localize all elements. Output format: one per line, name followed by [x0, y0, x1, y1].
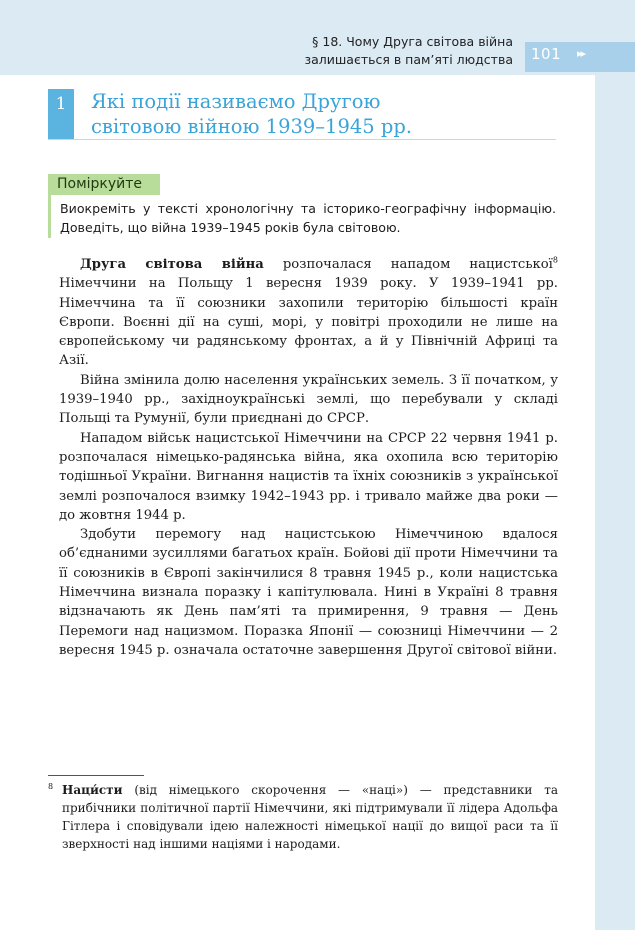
think-box — [48, 174, 556, 238]
think-box-label: Поміркуйте — [48, 174, 160, 195]
footnote-ref: 8 — [552, 255, 558, 265]
main-text — [59, 255, 558, 660]
footnote-term: Наци́сти — [62, 783, 123, 797]
title-underline — [48, 139, 556, 140]
section-title-line-1: Які події називаємо Другою — [91, 90, 381, 113]
paragraph-1-part-b: Німеччини на Польщу 1 вересня 1939 року. У 1939–1941 рр. Німеччина та її союзники захопили територію більшості країн Європи. Воєнні дії на суші, морі, у повітрі проходили не лише на європейському чи радянському фронтах, а й у Північній Африці та Азії. — [59, 276, 558, 369]
paragraph-3: Нападом військ нацистської Німеччини на СРСР 22 червня 1941 р. розпочалася німецько-радянська війна, яка охопила всю територію тодішньої України. Вигнання нацистів та їхніх союзників з української землі розпочалося взимку 1942–1943 рр. і тривало майже два роки — до жовтня 1944 р. — [59, 430, 558, 523]
think-box-rule — [48, 195, 51, 238]
section-title — [91, 89, 412, 139]
running-head-line-1: § 18. Чому Друга світова війна — [312, 34, 513, 49]
footnote — [48, 781, 558, 853]
paragraph-1-part-a: розпочалася нападом нацистської — [263, 257, 553, 272]
footnote-separator — [48, 775, 144, 776]
footnote-mark: 8 — [48, 782, 54, 791]
section-number-badge: 1 — [48, 89, 74, 140]
footnote-body — [62, 781, 558, 853]
page-number: 101 — [531, 45, 562, 63]
paragraph-4: Здобути перемогу над нацистською Німеччиною вдалося об’єднаними зусиллями багатьох країн. Бойові дії проти Німеччини та її союзників в Європі закінчилися 8 травня 1945 р., коли нацистська Німеччина визнала поразку і капітулювала. Нині в Україні 8 травня відзначають як День пам’яті та примирення, 9 травня — День Перемоги над нацизмом. Поразка Японії — союзниці Німеччини — 2 вересня 1945 р. означала остаточне завершення Другої світової війни. — [59, 527, 558, 658]
page-edge-strip — [595, 0, 635, 930]
footnote-text: (від німецького скорочення — «нацi») — представники та прибічники політичної партії Німеччини, які підтримували її лідера Адольфа Гітлера і сповідували ідею належності німецької нації до вищої раси та її зверхності над іншими націями і народами. — [62, 783, 558, 851]
page-arrows-icon: ▸▸ — [577, 47, 585, 60]
think-box-text: Виокреміть у тексті хронологічну та історико-географічну інформацію. Доведіть, що війна 1939–1945 років була світовою. — [60, 201, 556, 235]
paragraph-2: Війна змінила долю населення українських земель. З її початком, у 1939–1940 рр., західноукраїнські землі, що перебували у складі Польщі та Румунії, були приєднані до СРСР. — [59, 372, 558, 427]
term-bold: Друга світова війна — [80, 257, 264, 272]
running-head-line-2: залишається в пам’яті людства — [304, 52, 513, 67]
paragraph-1 — [59, 255, 558, 371]
section-title-line-2: світовою війною 1939–1945 рр. — [91, 115, 413, 138]
running-head — [304, 33, 513, 69]
